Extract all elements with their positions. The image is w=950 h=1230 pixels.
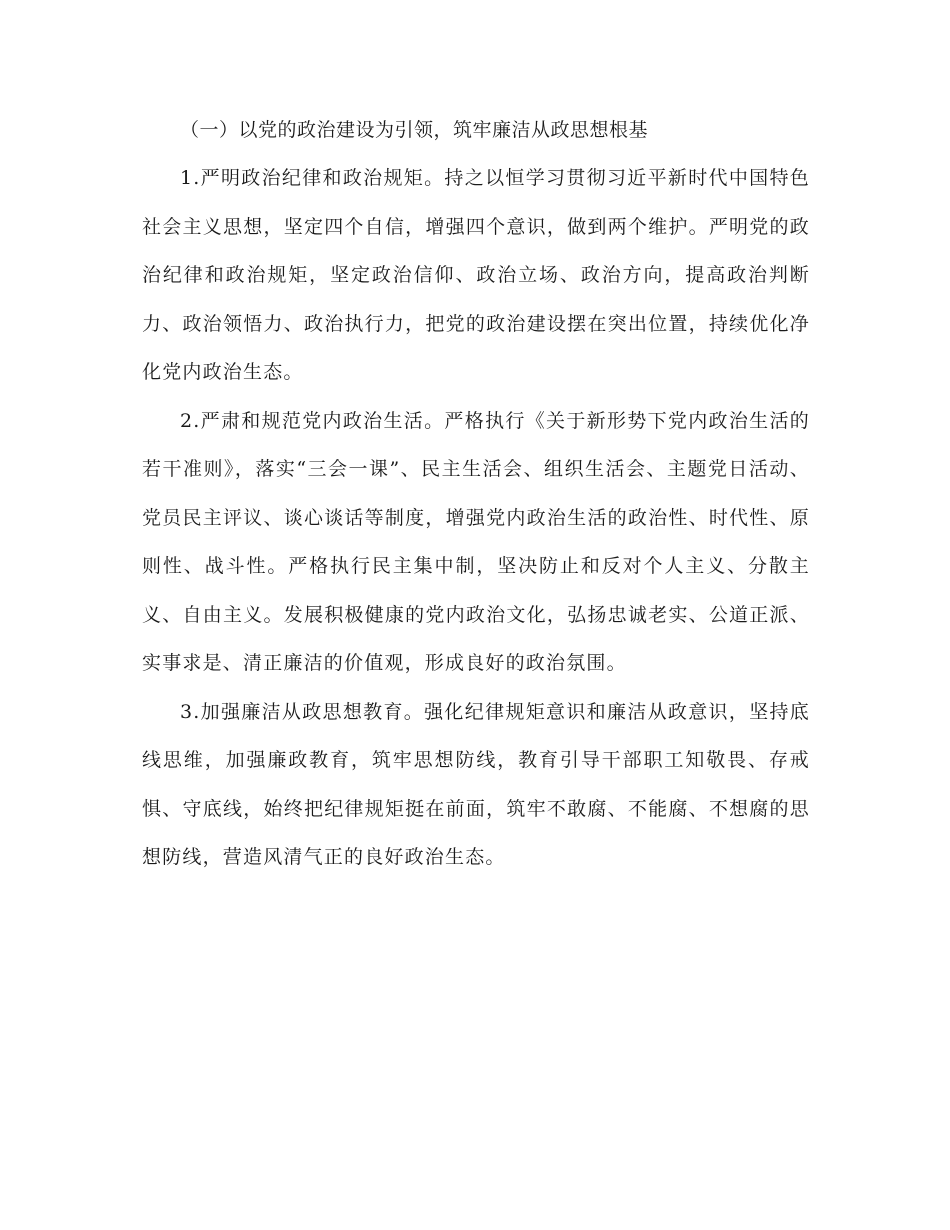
paragraph-2: 2.严肃和规范党内政治生活。严格执行《关于新形势下党内政治生活的若干准则》，落实“三会一课”、民主生活会、组织生活会、主题党日活动、党员民主评议、谈心谈话等制度，增强党内政治生活的政治性、时代性、原则性、战斗性。严格执行民主集中制，坚决防止和反对个人主义、分散主义、自由主义。发展积极健康的党内政治文化，弘扬忠诚老实、公道正派、实事求是、清正廉洁的价值观，形成良好的政治氛围。 <box>142 409 810 674</box>
paragraph-3: 3.加强廉洁从政思想教育。强化纪律规矩意识和廉洁从政意识，坚持底线思维，加强廉政教育，筑牢思想防线，教育引导干部职工知敬畏、存戒惧、守底线，始终把纪律规矩挺在前面，筑牢不敢腐、不能腐、不想腐的思想防线，营造风清气正的良好政治生态。 <box>142 700 810 868</box>
section-heading: （一）以党的政治建设为引领，筑牢廉洁从政思想根基 <box>180 119 649 141</box>
paragraph-1: 1.严明政治纪律和政治规矩。持之以恒学习贯彻习近平新时代中国特色社会主义思想，坚定四个自信，增强四个意识，做到两个维护。严明党的政治纪律和政治规矩，坚定政治信仰、政治立场、政治方向，提高政治判断力、政治领悟力、政治执行力，把党的政治建设摆在突出位置，持续优化净化党内政治生态。 <box>142 167 810 383</box>
document-body <box>142 106 810 882</box>
